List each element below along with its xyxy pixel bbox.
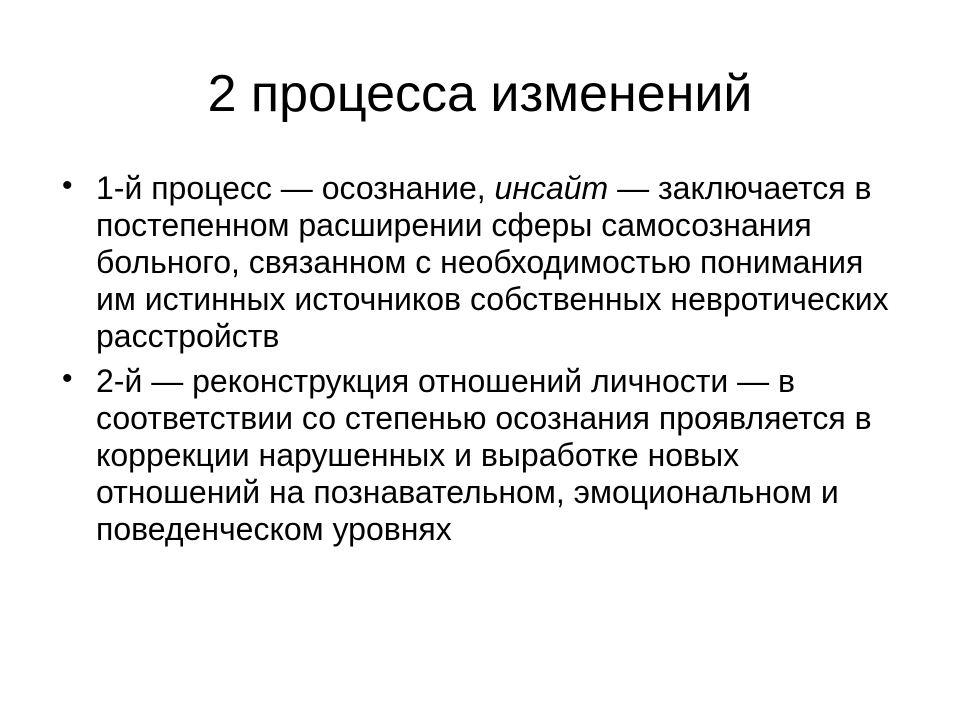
bullet-list — [62, 170, 912, 548]
bullet-marker: • — [62, 169, 73, 202]
bullet-marker: • — [62, 362, 73, 395]
slide-title: 2 процесса изменений — [207, 65, 753, 123]
bullet-item-1 — [62, 170, 912, 355]
bullet-1-italic-term: инсайт — [494, 170, 609, 206]
bullet-2-text: 2-й — реконструкция отношений личности — в соответствии со степенью осознания проявляется в коррекции нарушенных и выработке новых отношений на познавательном, эмоциональном и поведенческом уровнях — [96, 363, 872, 547]
bullet-item-2 — [62, 363, 912, 548]
bullet-1-text-start: 1-й процесс — осознание, — [96, 170, 495, 206]
bullet-1-text-end: — заключается в постепенном расширении сферы самосознания больного, связанном с необходимостью понимания им истинных источников собственных невротических расстройств — [96, 170, 889, 354]
